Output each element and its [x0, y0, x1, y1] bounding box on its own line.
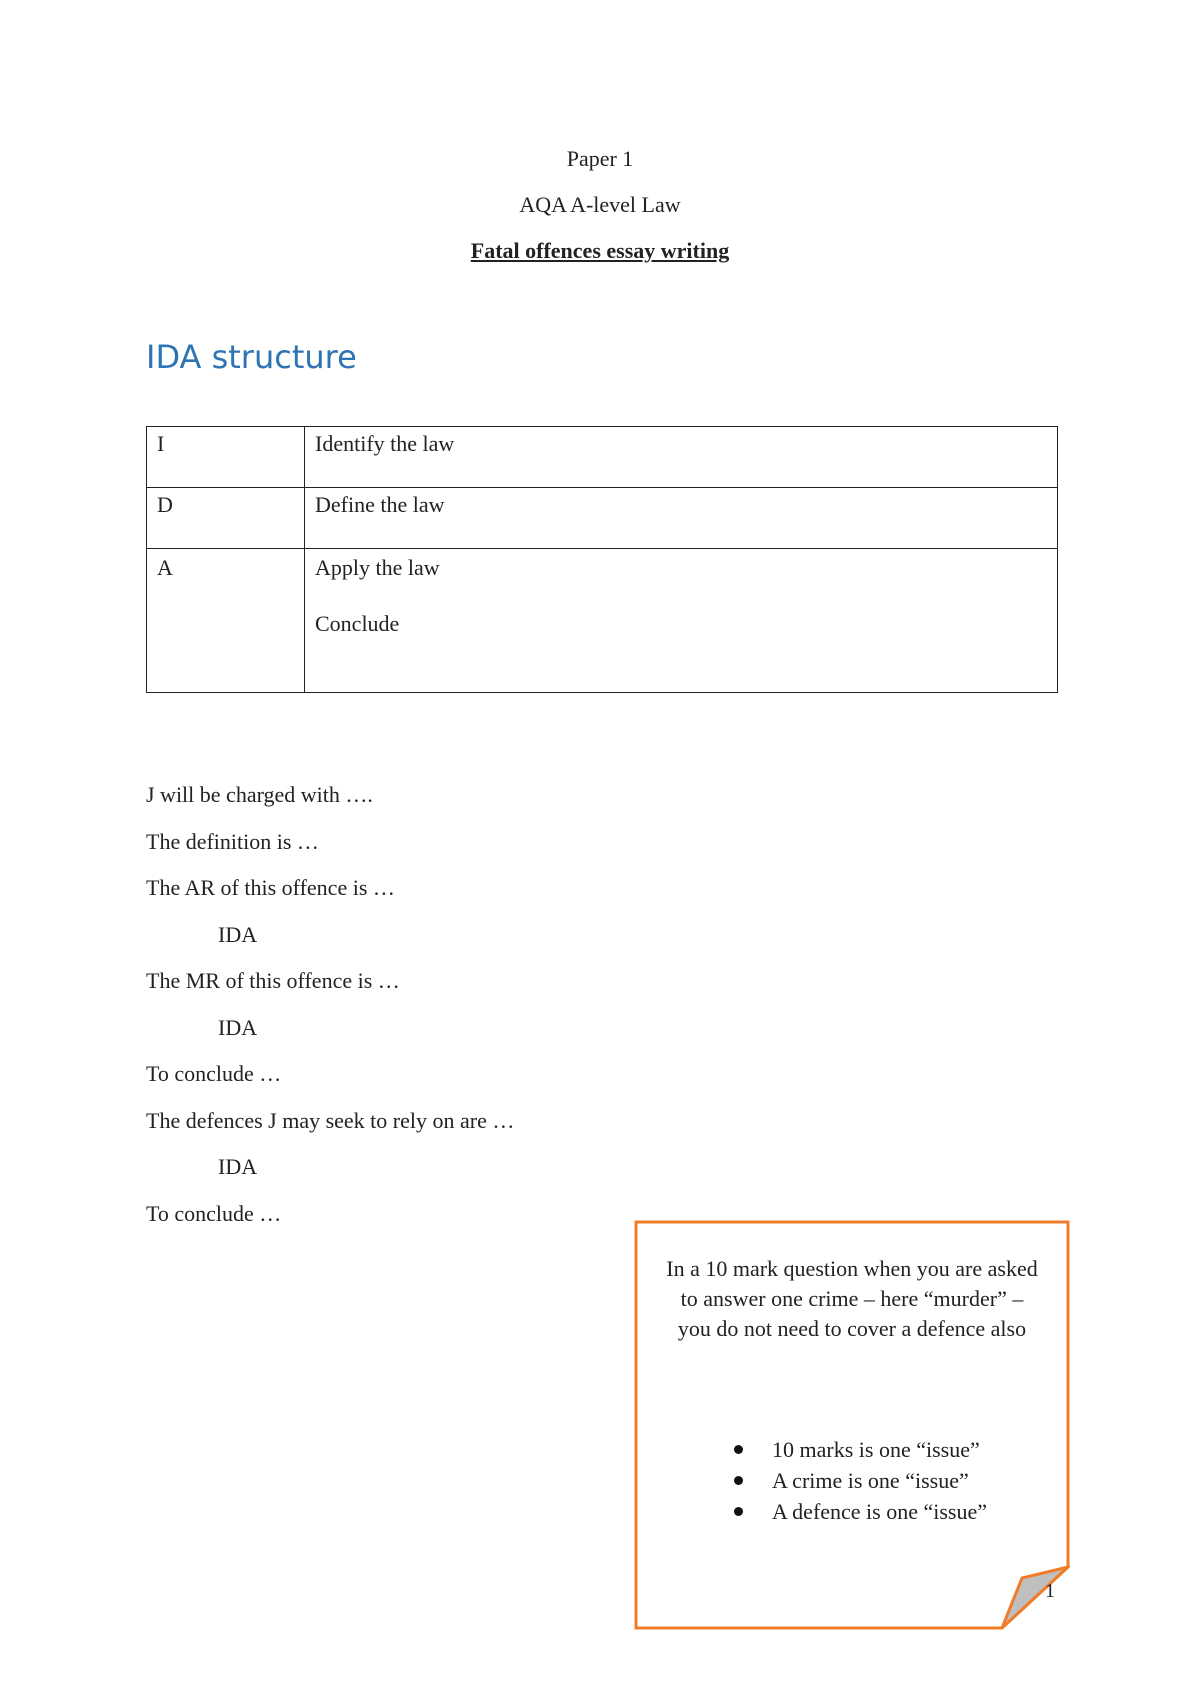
table-cell-description — [305, 488, 1058, 549]
course-label: AQA A-level Law — [519, 192, 681, 217]
list-item: A defence is one “issue” — [734, 1496, 987, 1527]
sticky-note — [634, 1220, 1070, 1630]
template-line: The defences J may seek to rely on are … — [146, 1107, 515, 1133]
cell-text: Apply the law — [315, 555, 440, 580]
template-line-indented: IDA — [218, 1014, 258, 1040]
template-line: To conclude … — [146, 1061, 282, 1086]
page-number: 1 — [1045, 1580, 1055, 1602]
paper-label: Paper 1 — [566, 146, 634, 171]
note-bullet-list — [734, 1434, 987, 1527]
template-line: J will be charged with …. — [146, 782, 373, 807]
essay-template — [146, 772, 514, 1237]
list-item: A crime is one “issue” — [734, 1465, 987, 1496]
template-line: The definition is … — [146, 828, 319, 854]
template-line-indented: IDA — [218, 1154, 258, 1179]
table-row — [147, 427, 1058, 488]
document-title: Fatal offences essay writing — [470, 238, 730, 263]
table-cell-key: D — [147, 488, 305, 549]
table-row — [147, 549, 1058, 693]
cell-text: Conclude — [315, 611, 400, 636]
section-heading: IDA structure — [146, 338, 357, 376]
template-line: To conclude … — [146, 1200, 282, 1226]
list-item: 10 marks is one “issue” — [734, 1434, 987, 1465]
template-line: The AR of this offence is … — [146, 875, 395, 900]
table-row — [147, 488, 1058, 549]
ida-table — [146, 426, 1058, 693]
table-cell-key: A — [147, 549, 305, 693]
table-cell-description — [305, 549, 1058, 693]
cell-text: Identify the law — [315, 431, 455, 456]
template-line-indented: IDA — [218, 921, 258, 947]
cell-text: Define the law — [315, 492, 445, 517]
note-text: In a 10 mark question when you are asked to answer one crime – here “murder” – you do not need to cover a defence also — [666, 1256, 1038, 1341]
template-line: The MR of this offence is … — [146, 968, 400, 993]
table-cell-description — [305, 427, 1058, 488]
table-cell-key: I — [147, 427, 305, 488]
